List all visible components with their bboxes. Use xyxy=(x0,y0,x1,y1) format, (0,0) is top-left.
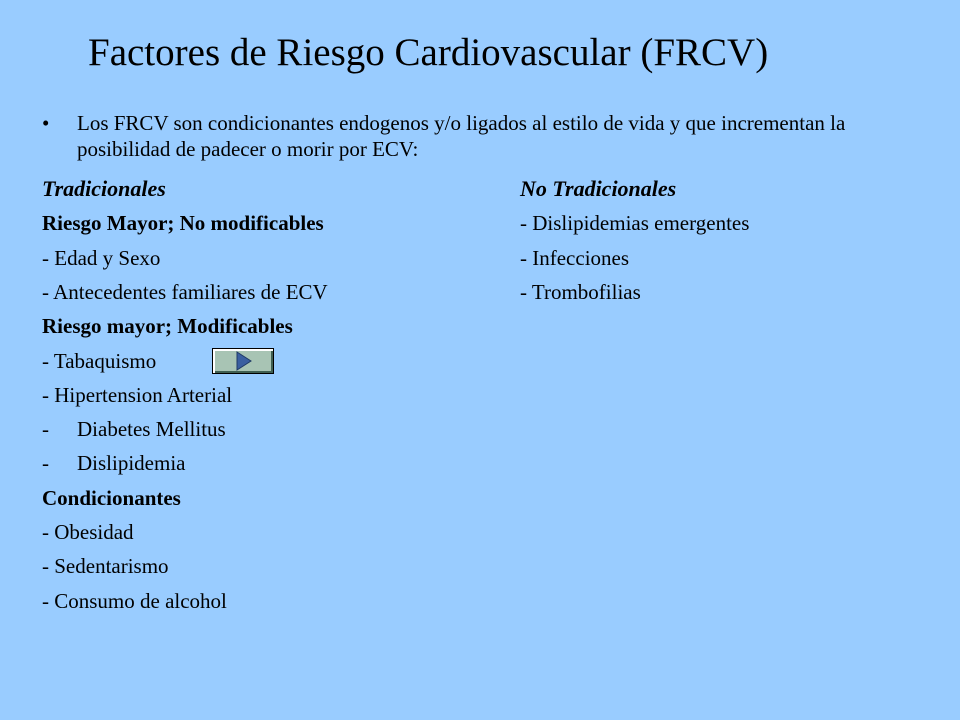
intro-text: Los FRCV son condicionantes endogenos y/o ligados al estilo de vida y que incrementan la posibilidad de padecer o morir por ECV: xyxy=(77,111,846,161)
list-item-alcohol: - Consumo de alcohol xyxy=(42,588,227,613)
list-item-family-history: - Antecedentes familiares de ECV xyxy=(42,279,328,304)
list-item-thrombophilias: - Trombofilias xyxy=(520,279,641,304)
list-item-diabetes xyxy=(42,412,502,446)
play-icon xyxy=(232,350,254,372)
non-traditional-heading: No Tradicionales xyxy=(520,176,677,201)
list-item-emerging-dyslipidemias: - Dislipidemias emergentes xyxy=(520,211,750,236)
list-item-text: Diabetes Mellitus xyxy=(77,417,226,442)
bullet-glyph: • xyxy=(42,111,50,135)
list-dash: - xyxy=(42,417,49,442)
list-item-hypertension: - Hipertension Arterial xyxy=(42,382,233,407)
non-traditional-column xyxy=(520,172,940,309)
major-modifiable-label: Riesgo mayor; Modificables xyxy=(42,314,293,339)
slide-title: Factores de Riesgo Cardiovascular (FRCV) xyxy=(88,31,769,74)
list-item-dyslipidemia xyxy=(42,446,502,480)
list-item-text: Dislipidemia xyxy=(77,451,186,476)
list-item-age-sex: - Edad y Sexo xyxy=(42,245,161,270)
list-item-obesity: - Obesidad xyxy=(42,519,134,544)
traditional-heading: Tradicionales xyxy=(42,176,166,201)
list-dash: - xyxy=(42,451,49,476)
list-item-smoking: - Tabaquismo xyxy=(42,348,157,373)
conditioning-label: Condicionantes xyxy=(42,485,181,510)
list-item-smoking-row xyxy=(42,343,502,377)
major-nonmodifiable-label: Riesgo Mayor; No modificables xyxy=(42,211,324,236)
list-item-sedentarism: - Sedentarismo xyxy=(42,554,169,579)
list-item-infections: - Infecciones xyxy=(520,245,630,270)
intro-paragraph xyxy=(42,110,902,162)
play-button[interactable] xyxy=(212,348,274,374)
traditional-column xyxy=(42,172,502,618)
